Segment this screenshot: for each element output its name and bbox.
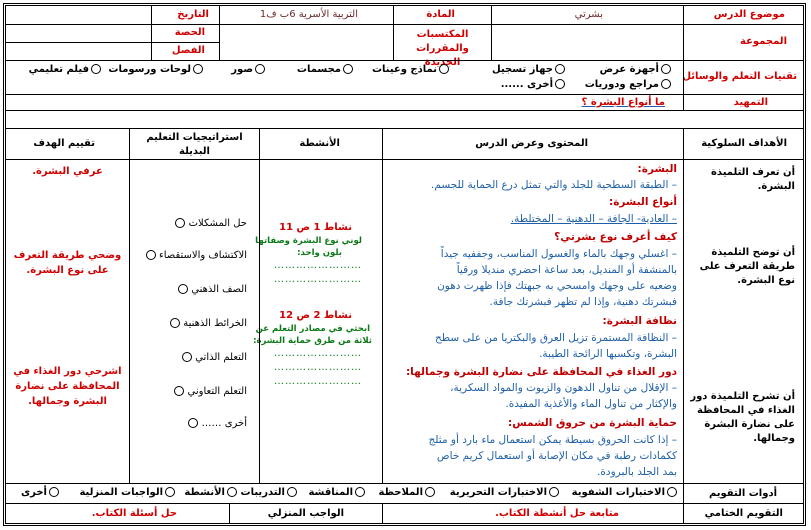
tech-option-4[interactable]: مجسمات — [297, 64, 353, 75]
lesson-plan-sheet — [3, 3, 806, 526]
tech-option-6[interactable]: لوحات ورسومات — [108, 64, 203, 75]
intro-label: التمهيد — [733, 97, 768, 108]
activity-1-dots: …………………… — [274, 260, 362, 271]
radio-circle-icon — [188, 418, 198, 428]
activity-1-text: بلون واحد: — [297, 248, 342, 258]
class-label-cell — [151, 42, 220, 61]
activity-1-dots: …………………… — [274, 274, 362, 285]
final-label: التقويم الختامي — [704, 508, 783, 519]
content-paragraph: بمد الجلد بالبرودة. — [597, 466, 677, 478]
spacer-row — [5, 110, 804, 129]
radio-circle-icon — [182, 352, 192, 362]
radio-circle-icon — [555, 64, 565, 74]
radio-circle-icon — [255, 64, 265, 74]
assessment-option[interactable]: المناقشة — [308, 487, 365, 498]
prior-value-cell[interactable] — [219, 24, 394, 61]
class-label: الفصل — [171, 45, 205, 56]
content-heading: كيف أعرف نوع بشرتي؟ — [554, 231, 677, 243]
radio-circle-icon — [549, 487, 559, 497]
tech-label-cell — [683, 60, 804, 95]
subject-label-cell — [393, 5, 492, 25]
content-column — [382, 159, 684, 484]
radio-circle-icon — [355, 487, 365, 497]
radio-circle-icon — [178, 284, 188, 294]
radio-circle-icon — [170, 318, 180, 328]
radio-circle-icon — [227, 487, 237, 497]
assessment-option[interactable]: الملاحظة — [379, 487, 436, 498]
col-objectives-header: الأهداف السلوكية — [683, 128, 804, 160]
tech-label: تقنيات التعلم والوسائل — [682, 71, 797, 82]
radio-circle-icon — [661, 79, 671, 89]
assessment-tools-label: أدوات التقويم — [708, 488, 777, 499]
class-value-cell[interactable] — [5, 42, 152, 61]
topic-value: بشرتي — [574, 9, 603, 20]
tech-option-2[interactable]: جهاز تسجيل — [492, 64, 565, 75]
radio-circle-icon — [287, 487, 297, 497]
content-paragraph: والإكثار من تناول الماء والأغذية المفيدة. — [505, 398, 677, 410]
evaluation-item: اشرحي دور الغذاء في المحافظة على نضارة البشرة وجمالها. — [13, 366, 122, 407]
col-content-header: المحتوى وعرض الدرس — [382, 128, 684, 160]
topic-value-cell — [491, 5, 684, 25]
activity-2-text: ابحثي في مصادر التعلم عن — [255, 324, 370, 334]
objective-2: أن توضح التلميذة طريقة التعرف على نوع البشرة. — [699, 247, 795, 286]
evaluation-item: عرفي البشرة. — [32, 166, 103, 177]
radio-circle-icon — [667, 487, 677, 497]
objective-1: أن تعرف التلميذة البشرة. — [711, 167, 795, 192]
content-paragraph: ككمادات رطبة في مكان الإصابة أو استعمال كريم خاص — [436, 450, 677, 462]
activity-2-dots: …………………… — [274, 362, 362, 373]
content-heading: دور الغذاء في المحافظة على نضارة البشرة وجمالها: — [405, 366, 677, 378]
content-paragraph: البشرة، وتكسبها الرائحة الطيبة. — [539, 348, 677, 360]
objectives-column — [683, 159, 804, 484]
content-paragraph: فبشرتك دهنية، وإذا لم تظهر فبشرتك جافة. — [489, 296, 677, 308]
prior-label: المكتسبات والمقررات الجديدة — [416, 29, 469, 68]
date-value-cell[interactable] — [5, 5, 152, 25]
activities-column — [253, 159, 383, 484]
radio-circle-icon — [343, 64, 353, 74]
final-value: متابعة حل أنشطة الكتاب. — [495, 508, 619, 519]
radio-circle-icon — [146, 250, 156, 260]
strategy-item[interactable]: الخرائط الذهنية — [168, 318, 247, 329]
radio-circle-icon — [661, 64, 671, 74]
activity-2-dots: …………………… — [274, 376, 362, 387]
radio-circle-icon — [175, 218, 185, 228]
intro-value: ما أنواع البشرة ؟ — [581, 97, 665, 108]
strategy-item[interactable]: أخرى …… — [186, 418, 247, 429]
tech-option-3[interactable]: نماذج وعينات — [372, 64, 449, 75]
content-heading: حماية البشرة من حروق الشمس: — [508, 417, 677, 429]
radio-circle-icon — [439, 64, 449, 74]
subject-value: التربية الأسرية 6ب ف1 — [259, 9, 358, 20]
tech-option-8[interactable]: مراجع ودوريات — [585, 79, 671, 90]
content-heading: أنواع البشرة: — [609, 196, 677, 208]
assessment-tools-cell — [5, 483, 684, 504]
content-paragraph: – النظافة المستمرة تزيل العرق والبكتريا من على سطح — [434, 332, 677, 344]
topic-label-cell — [683, 5, 804, 25]
strategy-item[interactable]: الاكتشاف والاستقصاء — [144, 250, 247, 261]
content-heading: البشرة: — [637, 163, 677, 175]
prior-label-cell — [393, 24, 492, 68]
col-strategies-header: استراتيجيات التعليم البديلة — [129, 128, 260, 160]
group-label: المجموعة — [740, 36, 787, 47]
assessment-option[interactable]: الاختبارات التحريرية — [450, 487, 559, 498]
activity-1-title: نشاط 1 ص 11 — [279, 222, 352, 233]
tech-option-5[interactable]: صور — [231, 64, 265, 75]
group-value-cell[interactable] — [491, 24, 684, 61]
group-label-cell — [683, 24, 804, 61]
intro-label-cell — [683, 94, 804, 111]
assessment-option[interactable]: الواجبات المنزلية — [79, 487, 175, 498]
evaluation-item: وضحي طريقة التعرف على نوع البشرة. — [13, 250, 122, 276]
col-evaluation-header: تقييم الهدف — [5, 128, 130, 160]
strategies-column — [129, 159, 260, 484]
strategy-item[interactable]: الصف الذهني — [176, 284, 247, 295]
subject-label: المادة — [426, 9, 455, 20]
activity-1-text: لوني نوع البشرة وصفاتها — [255, 236, 362, 246]
homework-value-cell — [5, 503, 230, 524]
period-label: الحصة — [174, 27, 205, 38]
col-activities-header: الأنشطة — [259, 128, 383, 160]
content-paragraph: – إذا كانت الحروق بسيطة يمكن استعمال ماء بارد أو مثلج — [428, 434, 677, 446]
final-value-cell — [382, 503, 684, 524]
homework-label: الواجب المنزلي — [267, 508, 344, 519]
radio-circle-icon — [555, 79, 565, 89]
assessment-option[interactable]: أخرى — [21, 487, 59, 498]
content-heading: نظافة البشرة: — [602, 315, 677, 327]
radio-circle-icon — [174, 386, 184, 396]
content-paragraph: – الإقلال من تناول الدهون والزيوت والمواد السكرية، — [450, 382, 677, 394]
strategy-item[interactable]: التعلم التعاوني — [172, 386, 247, 397]
topic-label: موضوع الدرس — [713, 9, 785, 20]
assessment-option[interactable]: الأنشطة — [184, 487, 237, 498]
activity-2-title: نشاط 2 ص 12 — [279, 310, 352, 321]
final-label-cell — [683, 503, 804, 524]
assessment-tools-label-cell — [683, 483, 804, 504]
homework-value: حل أسئلة الكتاب. — [91, 508, 177, 519]
assessment-option[interactable]: الاختبارات الشفوية — [572, 487, 677, 498]
period-value-cell[interactable] — [5, 24, 152, 43]
radio-circle-icon — [165, 487, 175, 497]
activity-2-dots: …………………… — [274, 348, 362, 359]
period-label-cell — [151, 24, 220, 43]
evaluation-column — [5, 159, 130, 484]
homework-label-cell — [229, 503, 383, 524]
content-paragraph: – العادية- الجافة – الدهنية – المختلطة. — [510, 213, 677, 225]
tech-option-7[interactable]: فيلم تعليمي — [29, 64, 101, 75]
content-paragraph: – الطبقة السطحية للجلد والتي تمثل درع الحماية للجسم. — [431, 179, 677, 191]
objective-3: أن تشرح التلميذة دور الغذاء في المحافظة على نضارة البشرة وجمالها. — [690, 391, 795, 444]
strategy-item[interactable]: حل المشكلات — [173, 218, 247, 229]
content-paragraph: – اغسلي وجهك بالماء والغسول المناسب، وجففيه جيداً — [440, 248, 677, 260]
activity-2-text: ثلاثة من طرق حماية البشرة: — [253, 336, 372, 346]
radio-circle-icon — [49, 487, 59, 497]
tech-option-1[interactable]: أجهزة عرض — [600, 64, 671, 75]
date-label-cell — [151, 5, 220, 25]
strategy-item[interactable]: التعلم الذاتي — [180, 352, 247, 363]
tech-options-cell — [5, 60, 684, 95]
radio-circle-icon — [425, 487, 435, 497]
radio-circle-icon — [91, 64, 101, 74]
assessment-option[interactable]: التدريبات — [241, 487, 297, 498]
content-paragraph: بالمنشفة أو المنديل، بعد ساعة احضري منديلا ورقياً — [456, 264, 677, 276]
date-label: التاريخ — [177, 9, 209, 20]
radio-circle-icon — [193, 64, 203, 74]
intro-value-cell — [5, 94, 684, 111]
subject-value-cell — [219, 5, 394, 25]
tech-option-9[interactable]: أخرى ...... — [501, 79, 565, 90]
content-paragraph: وضعيه على وجهك وامسحي به جبهتك فإذا ظهرت دهون — [437, 280, 677, 292]
